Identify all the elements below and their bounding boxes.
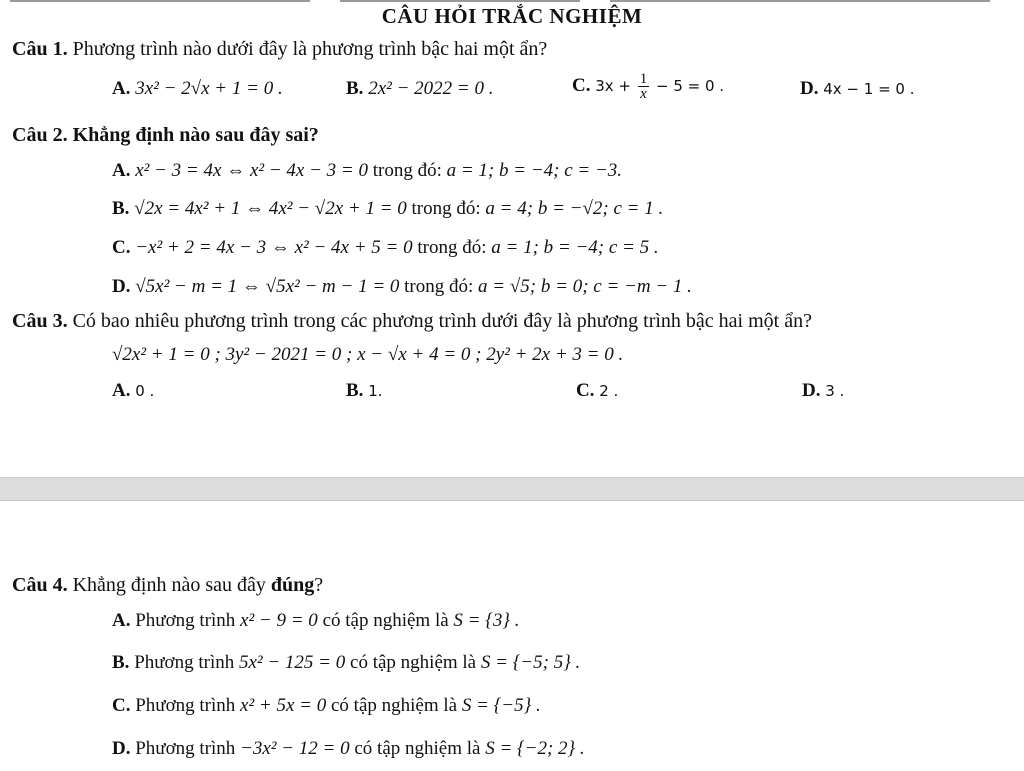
q3-option-d-value: 3 . xyxy=(825,382,845,400)
q1-option-c-pre: 3x + xyxy=(595,76,631,95)
q1-option-c-numerator: 1 xyxy=(639,71,648,87)
q2-option-a-mid: trong đó: xyxy=(367,160,447,181)
q2-option-d-coef: a = √5; b = 0; c = −m − 1 . xyxy=(478,276,692,297)
question-2 xyxy=(12,124,319,147)
q2-option-b-label: B. xyxy=(112,198,130,219)
q2-option-b xyxy=(112,198,663,220)
q4-option-a xyxy=(112,610,519,632)
q2-option-a-label: A. xyxy=(112,160,131,181)
q3-option-a-value: 0 . xyxy=(135,382,155,400)
q3-option-c-label: C. xyxy=(576,380,595,401)
q2-option-d xyxy=(112,276,692,298)
q3-option-c xyxy=(576,380,618,402)
q4-option-c-set: S = {−5} . xyxy=(461,695,541,716)
q3-equations-list: √2x² + 1 = 0 ; 3y² − 2021 = 0 ; x − √x + 4 = 0 ; 2y² + 2x + 3 = 0 . xyxy=(112,344,624,365)
question-4-text-bold: đúng xyxy=(270,574,315,596)
question-4 xyxy=(12,574,323,597)
question-4-text-pre: Khẳng định nào sau đây xyxy=(72,574,271,596)
q4-option-d-pre: Phương trình xyxy=(135,738,241,759)
q3-option-a-label: A. xyxy=(112,380,131,401)
q2-option-c-label: C. xyxy=(112,237,131,258)
q2-option-b-expr: √2x = 4x² + 1 ⇔ 4x² − √2x + 1 = 0 xyxy=(134,198,407,219)
q2-option-a-coef: a = 1; b = −4; c = −3. xyxy=(446,160,623,181)
q3-option-a xyxy=(112,380,154,402)
q1-option-c-label: C. xyxy=(572,74,591,96)
q1-option-b-label: B. xyxy=(346,78,364,99)
q2-option-d-expr: √5x² − m = 1 ⇔ √5x² − m − 1 = 0 xyxy=(135,276,400,297)
q1-option-d-label: D. xyxy=(800,78,819,99)
q1-option-b xyxy=(346,78,493,100)
q2-option-a-expr: x² − 3 = 4x ⇔ x² − 4x − 3 = 0 xyxy=(135,160,368,181)
q2-option-a xyxy=(112,160,622,182)
q3-option-b-value: 1. xyxy=(368,382,383,400)
question-1 xyxy=(12,38,547,61)
q2-option-c-expr: −x² + 2 = 4x − 3 ⇔ x² − 4x + 5 = 0 xyxy=(135,237,413,258)
q2-option-c-coef: a = 1; b = −4; c = 5 . xyxy=(491,237,659,258)
q1-option-a-expr: 3x² − 2√x + 1 = 0 . xyxy=(135,78,283,99)
question-3-text: Có bao nhiêu phương trình trong các phương trình dưới đây là phương trình bậc hai một ẩn? xyxy=(72,310,812,332)
question-4-text-post: ? xyxy=(314,574,324,596)
q1-option-a-label: A. xyxy=(112,78,131,99)
question-2-label: Câu 2. xyxy=(12,124,68,146)
q2-option-b-mid: trong đó: xyxy=(406,198,486,219)
q3-option-d xyxy=(802,380,844,402)
q2-option-d-mid: trong đó: xyxy=(399,276,479,297)
q4-option-d-set: S = {−2; 2} . xyxy=(485,738,585,759)
q4-option-a-expr: x² − 9 = 0 xyxy=(240,610,318,631)
q4-option-b-set: S = {−5; 5} . xyxy=(480,652,581,673)
question-3 xyxy=(12,310,812,333)
page-break-divider xyxy=(0,477,1024,501)
q1-option-b-expr: 2x² − 2022 = 0 . xyxy=(368,78,494,99)
q4-option-d-label: D. xyxy=(112,738,131,759)
q4-option-d-expr: −3x² − 12 = 0 xyxy=(240,738,350,759)
q4-option-a-set: S = {3} . xyxy=(453,610,520,631)
q1-option-c-denominator: x xyxy=(640,86,647,102)
q4-option-c-expr: x² + 5x = 0 xyxy=(240,695,327,716)
q3-option-b-label: B. xyxy=(346,380,364,401)
question-4-label: Câu 4. xyxy=(12,574,68,596)
page-title: CÂU HỎI TRẮC NGHIỆM xyxy=(381,4,643,28)
q1-option-d xyxy=(800,78,915,100)
q4-option-a-mid: có tập nghiệm là xyxy=(317,610,454,631)
q4-option-c-label: C. xyxy=(112,695,131,716)
q4-option-b xyxy=(112,652,580,674)
question-1-text: Phương trình nào dưới đây là phương trình bậc hai một ẩn? xyxy=(72,38,548,60)
q1-option-c-post: − 5 = 0 . xyxy=(656,76,725,95)
q1-option-d-expr: 4x − 1 = 0 . xyxy=(823,80,915,98)
q4-option-b-pre: Phương trình xyxy=(134,652,239,673)
q4-option-a-pre: Phương trình xyxy=(135,610,241,631)
q4-option-b-expr: 5x² − 125 = 0 xyxy=(238,652,346,673)
q1-option-c-fraction xyxy=(638,72,650,101)
q4-option-c-mid: có tập nghiệm là xyxy=(326,695,462,716)
q3-option-d-label: D. xyxy=(802,380,821,401)
question-2-text: Khẳng định nào sau đây sai? xyxy=(72,124,319,146)
q2-option-c xyxy=(112,237,659,259)
q4-option-c xyxy=(112,695,541,717)
q2-option-b-coef: a = 4; b = −√2; c = 1 . xyxy=(485,198,664,219)
q4-option-a-label: A. xyxy=(112,610,131,631)
q3-option-c-value: 2 . xyxy=(599,382,619,400)
q4-option-c-pre: Phương trình xyxy=(135,695,241,716)
q1-option-c xyxy=(572,72,724,101)
q4-option-b-mid: có tập nghiệm là xyxy=(345,652,481,673)
q4-option-d-mid: có tập nghiệm là xyxy=(349,738,486,759)
q4-option-b-label: B. xyxy=(112,652,130,673)
q3-equations xyxy=(112,344,623,366)
q4-option-d xyxy=(112,738,585,760)
q2-option-d-label: D. xyxy=(112,276,131,297)
q2-option-c-mid: trong đó: xyxy=(412,237,492,258)
question-3-label: Câu 3. xyxy=(12,310,68,332)
q1-option-a xyxy=(112,78,283,100)
q3-option-b xyxy=(346,380,383,402)
question-1-label: Câu 1. xyxy=(12,38,68,60)
